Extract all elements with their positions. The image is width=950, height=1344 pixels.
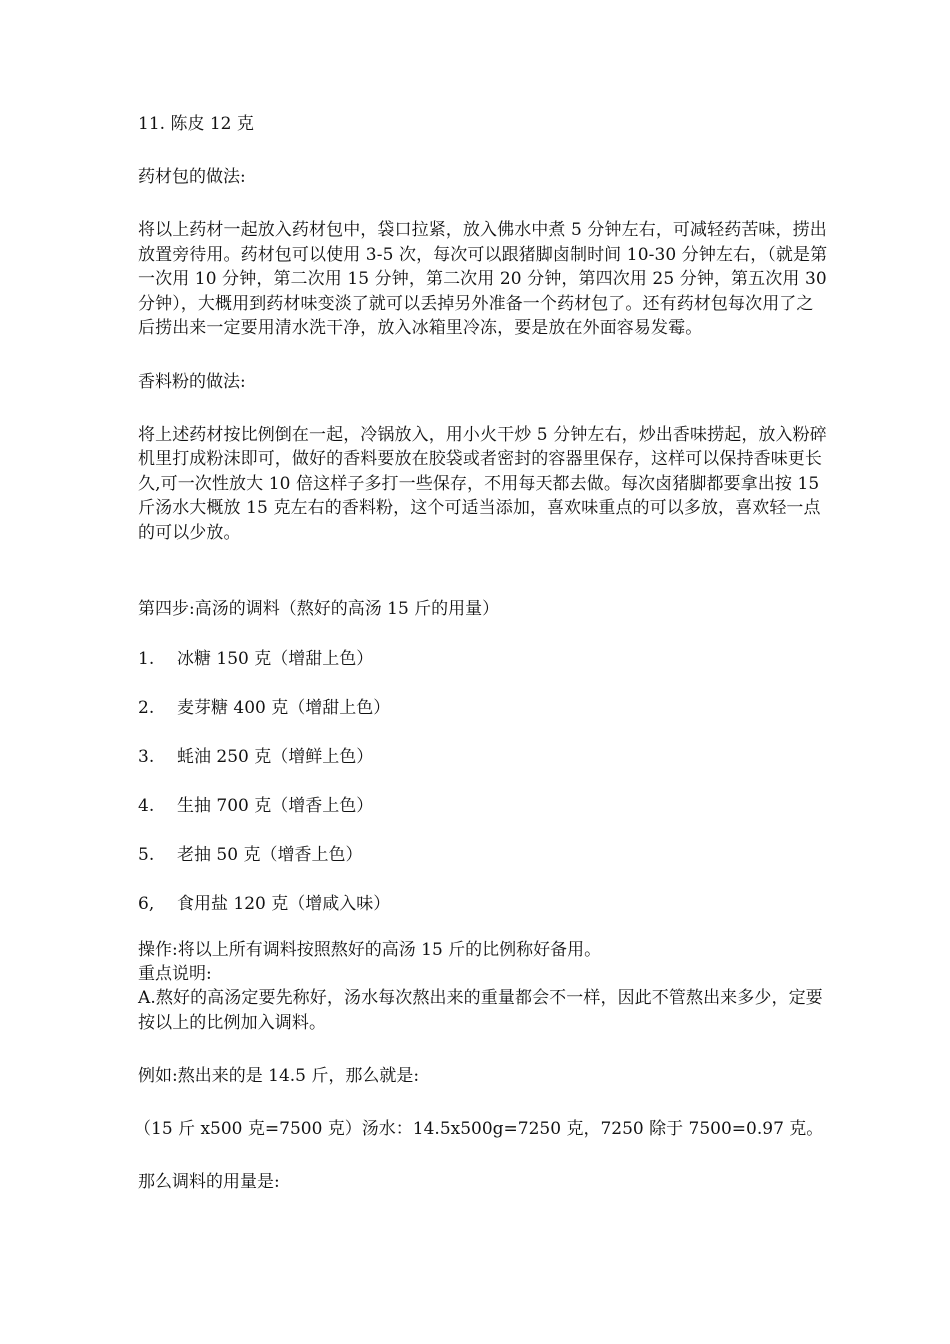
list-item-number: 4.: [138, 796, 155, 816]
list-item-text: 冰糖 150 克（增甜上色）: [177, 649, 374, 669]
list-item-number: 6,: [138, 894, 155, 914]
step4-heading: 第四步:高汤的调料（熬好的高汤 15 斤的用量）: [138, 599, 500, 619]
list-item: [138, 647, 828, 671]
ingredient-item-11: 11. 陈皮 12 克: [138, 114, 254, 134]
operation-line: 操作:将以上所有调料按照熬好的高汤 15 斤的比例称好备用。: [138, 940, 602, 960]
list-item: [138, 696, 828, 720]
list-item-number: 1.: [138, 649, 155, 669]
herb-pack-heading: 药材包的做法:: [138, 167, 246, 187]
list-item: [138, 794, 828, 818]
list-item-text: 生抽 700 克（增香上色）: [177, 796, 374, 816]
list-item: [138, 892, 828, 916]
herb-pack-paragraph: 将以上药材一起放入药材包中，袋口拉紧，放入佛水中煮 5 分钟左右，可减轻药苦味，捞出放置旁待用。药材包可以使用 3-5 次，每次可以跟猪脚卤制时间 10-30 分钟左右，（就是第一次用 10 分钟，第二次用 15 分钟，第二次用 20 分钟，第四次用 25 分钟，第五次用 30 分钟），大概用到药材味变淡了就可以丢掉另外准备一个药材包了。还有药材包每次用了之后捞出来一定要用清水洗干净，放入冰箱里冷冻，要是放在外面容易发霉。: [138, 220, 828, 338]
list-item: [138, 745, 828, 769]
list-item-text: 食用盐 120 克（增咸入味）: [177, 894, 391, 914]
key-points-heading: 重点说明:: [138, 964, 212, 984]
spice-powder-heading: 香料粉的做法:: [138, 371, 246, 392]
list-item-number: 5.: [138, 845, 155, 865]
list-item: [138, 843, 828, 867]
list-item-number: 2.: [138, 698, 155, 718]
list-item-number: 3.: [138, 747, 155, 767]
list-item-text: 麦芽糖 400 克（增甜上色）: [177, 698, 391, 718]
document-page: [134, 112, 828, 1194]
spice-powder-paragraph: 将上述药材按比例倒在一起，冷锅放入，用小火干炒 5 分钟左右，炒出香味捞起，放入粉碎机里打成粉沫即可，做好的香料要放在胶袋或者密封的容器里保存，这样可以保持香味更长久,可一次性放大 10 倍这样子多打一些保存，不用每天都去做。每次卤猪脚都要拿出按 15 斤汤水大概放 15 克左右的香料粉，这个可适当添加，喜欢味重点的可以多放，喜欢轻一点的可以少放。: [138, 424, 827, 543]
example-line: 例如:熬出来的是 14.5 斤，那么就是:: [138, 1066, 420, 1086]
list-item-text: 蚝油 250 克（增鲜上色）: [177, 747, 374, 767]
key-point-a: A.熬好的高汤定要先称好，汤水每次熬出来的重量都会不一样，因此不管熬出来多少，定要按以上的比例加入调料。: [138, 988, 823, 1033]
list-item-text: 老抽 50 克（增香上色）: [177, 845, 363, 865]
seasoning-list: [138, 647, 828, 916]
usage-line: 那么调料的用量是:: [138, 1172, 280, 1192]
calculation-line: （15 斤 x500 克=7500 克）汤水：14.5x500g=7250 克，7250 除于 7500=0.97 克。: [134, 1119, 824, 1139]
